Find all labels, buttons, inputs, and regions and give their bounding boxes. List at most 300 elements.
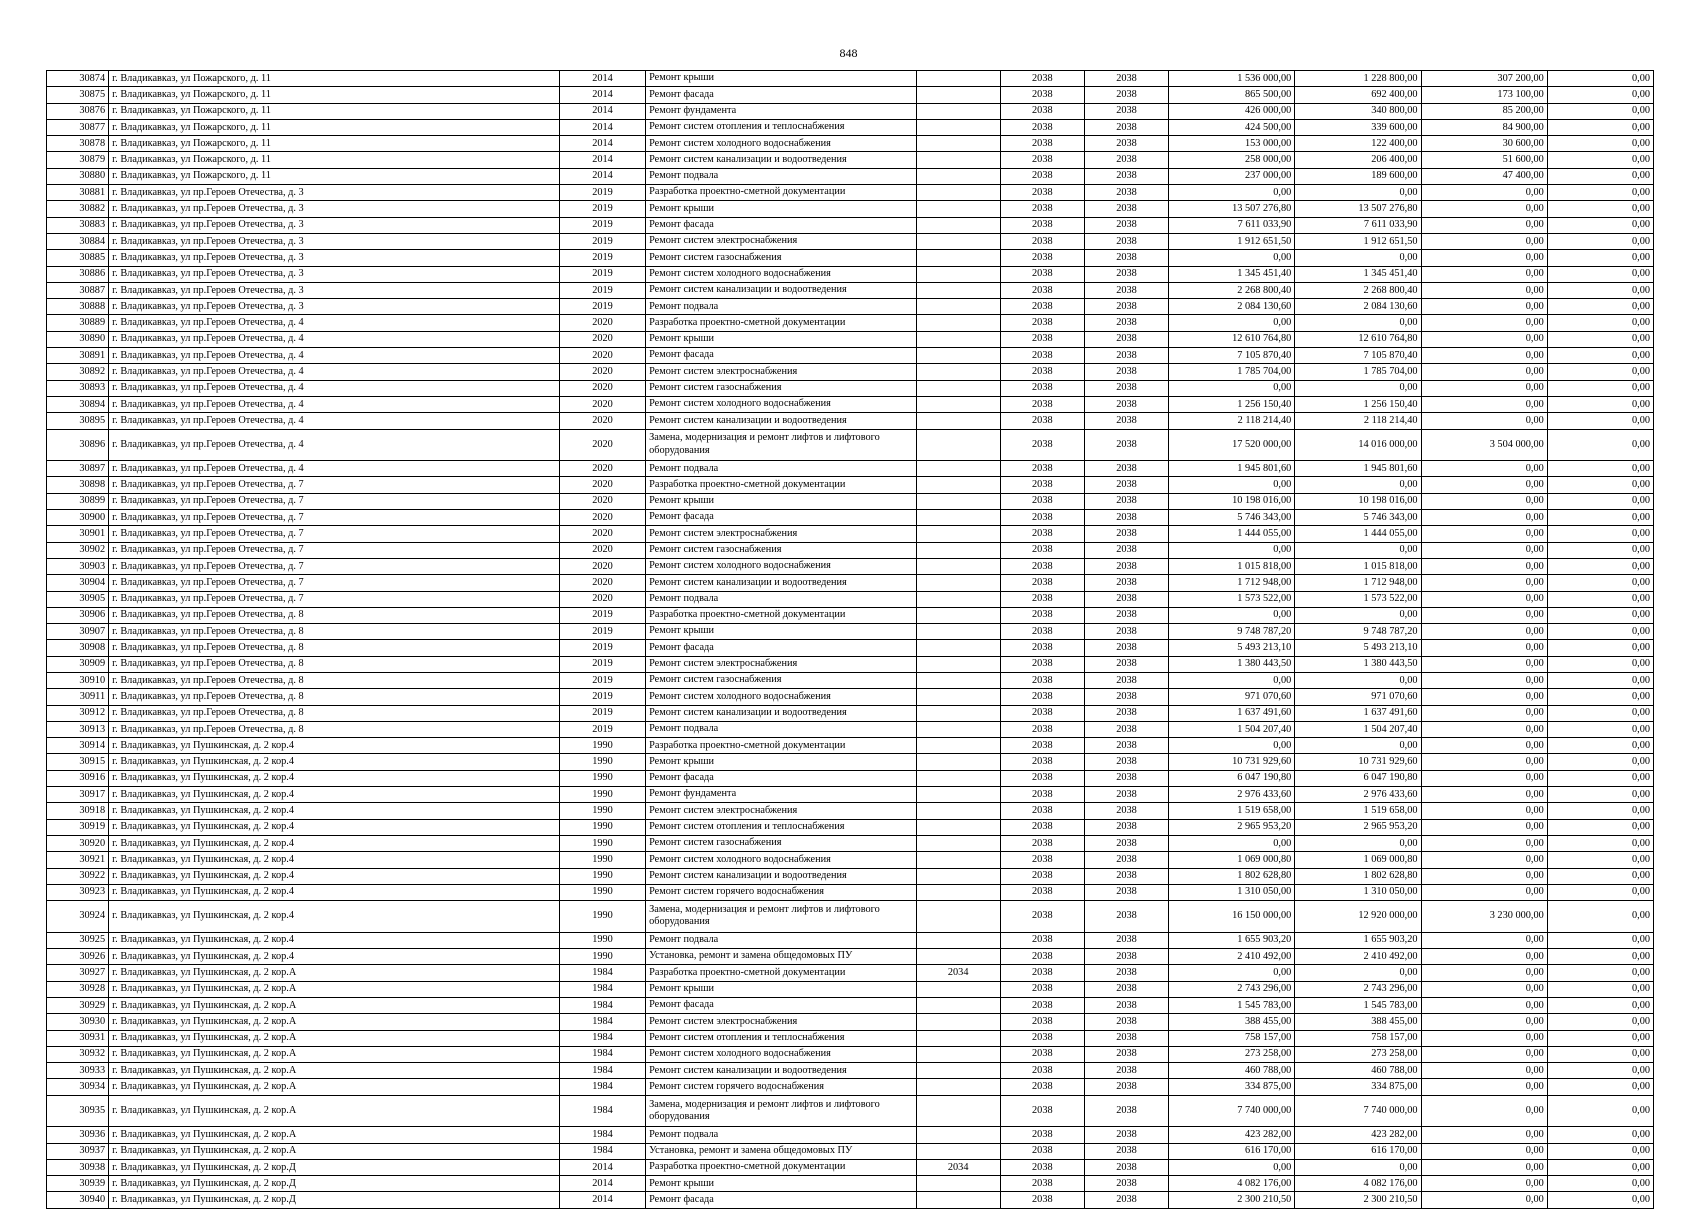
table-row xyxy=(47,380,1654,396)
address-cell: г. Владикавказ, ул Пушкинская, д. 2 кор.А xyxy=(109,1046,560,1062)
reserve-cell: 0,00 xyxy=(1547,1046,1653,1062)
address-cell: г. Владикавказ, ул пр.Героев Отечества, д. 7 xyxy=(109,558,560,574)
address-cell: г. Владикавказ, ул пр.Героев Отечества, д. 4 xyxy=(109,380,560,396)
reserve-cell: 0,00 xyxy=(1547,217,1653,233)
year-built-cell: 1990 xyxy=(559,787,645,803)
other-cost-cell: 0,00 xyxy=(1421,705,1547,721)
table-row xyxy=(47,607,1654,623)
plan-year-end-cell: 2038 xyxy=(1084,624,1168,640)
reserve-cell: 0,00 xyxy=(1547,1159,1653,1175)
address-cell: г. Владикавказ, ул пр.Героев Отечества, д. 4 xyxy=(109,331,560,347)
work-type-cell: Ремонт подвала xyxy=(646,168,917,184)
extra-year-cell xyxy=(916,640,1000,656)
work-type-cell: Ремонт систем газоснабжения xyxy=(646,542,917,558)
plan-year-end-cell: 2038 xyxy=(1084,1046,1168,1062)
plan-year-start-cell: 2038 xyxy=(1000,413,1084,429)
year-built-cell: 2020 xyxy=(559,315,645,331)
work-type-cell: Замена, модернизация и ремонт лифтов и лифтового оборудования xyxy=(646,901,917,933)
year-built-cell: 1990 xyxy=(559,738,645,754)
plan-year-start-cell: 2038 xyxy=(1000,103,1084,119)
row-number: 30924 xyxy=(47,901,109,933)
other-cost-cell: 0,00 xyxy=(1421,1176,1547,1192)
plan-year-start-cell: 2038 xyxy=(1000,266,1084,282)
table-row xyxy=(47,754,1654,770)
year-built-cell: 1984 xyxy=(559,965,645,981)
fund-cost-cell: 1 545 783,00 xyxy=(1295,997,1421,1013)
reserve-cell: 0,00 xyxy=(1547,705,1653,721)
plan-year-start-cell: 2038 xyxy=(1000,721,1084,737)
fund-cost-cell: 0,00 xyxy=(1295,607,1421,623)
plan-year-start-cell: 2038 xyxy=(1000,1143,1084,1159)
fund-cost-cell: 460 788,00 xyxy=(1295,1063,1421,1079)
other-cost-cell: 0,00 xyxy=(1421,201,1547,217)
row-number: 30895 xyxy=(47,413,109,429)
other-cost-cell: 0,00 xyxy=(1421,981,1547,997)
year-built-cell: 1990 xyxy=(559,819,645,835)
row-number: 30926 xyxy=(47,949,109,965)
fund-cost-cell: 0,00 xyxy=(1295,542,1421,558)
work-type-cell: Ремонт систем холодного водоснабжения xyxy=(646,266,917,282)
year-built-cell: 2014 xyxy=(559,103,645,119)
extra-year-cell xyxy=(916,835,1000,851)
address-cell: г. Владикавказ, ул пр.Героев Отечества, д. 7 xyxy=(109,510,560,526)
plan-year-end-cell: 2038 xyxy=(1084,152,1168,168)
extra-year-cell xyxy=(916,803,1000,819)
total-cost-cell: 1 536 000,00 xyxy=(1169,71,1295,87)
plan-year-start-cell: 2038 xyxy=(1000,640,1084,656)
year-built-cell: 1990 xyxy=(559,949,645,965)
fund-cost-cell: 7 740 000,00 xyxy=(1295,1095,1421,1127)
year-built-cell: 2014 xyxy=(559,152,645,168)
fund-cost-cell: 0,00 xyxy=(1295,185,1421,201)
work-type-cell: Ремонт крыши xyxy=(646,754,917,770)
reserve-cell: 0,00 xyxy=(1547,624,1653,640)
table-row xyxy=(47,803,1654,819)
total-cost-cell: 388 455,00 xyxy=(1169,1014,1295,1030)
reserve-cell: 0,00 xyxy=(1547,185,1653,201)
address-cell: г. Владикавказ, ул Пушкинская, д. 2 кор.4 xyxy=(109,770,560,786)
other-cost-cell: 0,00 xyxy=(1421,477,1547,493)
year-built-cell: 2020 xyxy=(559,493,645,509)
table-row xyxy=(47,348,1654,364)
reserve-cell: 0,00 xyxy=(1547,656,1653,672)
table-row xyxy=(47,705,1654,721)
address-cell: г. Владикавказ, ул Пушкинская, д. 2 кор.4 xyxy=(109,835,560,851)
plan-year-end-cell: 2038 xyxy=(1084,884,1168,900)
address-cell: г. Владикавказ, ул пр.Героев Отечества, д. 4 xyxy=(109,315,560,331)
total-cost-cell: 4 082 176,00 xyxy=(1169,1176,1295,1192)
row-number: 30879 xyxy=(47,152,109,168)
year-built-cell: 1990 xyxy=(559,868,645,884)
row-number: 30877 xyxy=(47,119,109,135)
work-type-cell: Ремонт подвала xyxy=(646,1127,917,1143)
row-number: 30874 xyxy=(47,71,109,87)
work-type-cell: Ремонт систем электроснабжения xyxy=(646,364,917,380)
plan-year-end-cell: 2038 xyxy=(1084,901,1168,933)
row-number: 30899 xyxy=(47,493,109,509)
year-built-cell: 2019 xyxy=(559,672,645,688)
total-cost-cell: 1 802 628,80 xyxy=(1169,868,1295,884)
table-row xyxy=(47,1176,1654,1192)
year-built-cell: 2020 xyxy=(559,364,645,380)
plan-year-end-cell: 2038 xyxy=(1084,558,1168,574)
other-cost-cell: 0,00 xyxy=(1421,461,1547,477)
extra-year-cell xyxy=(916,591,1000,607)
address-cell: г. Владикавказ, ул Пушкинская, д. 2 кор.Д xyxy=(109,1159,560,1175)
fund-cost-cell: 758 157,00 xyxy=(1295,1030,1421,1046)
fund-cost-cell: 1 712 948,00 xyxy=(1295,575,1421,591)
work-type-cell: Ремонт систем канализации и водоотведения xyxy=(646,413,917,429)
other-cost-cell: 0,00 xyxy=(1421,672,1547,688)
row-number: 30923 xyxy=(47,884,109,900)
extra-year-cell xyxy=(916,852,1000,868)
reserve-cell: 0,00 xyxy=(1547,348,1653,364)
total-cost-cell: 17 520 000,00 xyxy=(1169,429,1295,461)
address-cell: г. Владикавказ, ул Пушкинская, д. 2 кор.4 xyxy=(109,787,560,803)
repair-registry-table xyxy=(46,70,1654,1209)
fund-cost-cell: 206 400,00 xyxy=(1295,152,1421,168)
work-type-cell: Ремонт подвала xyxy=(646,299,917,315)
other-cost-cell: 0,00 xyxy=(1421,721,1547,737)
plan-year-end-cell: 2038 xyxy=(1084,949,1168,965)
table-row xyxy=(47,575,1654,591)
other-cost-cell: 3 230 000,00 xyxy=(1421,901,1547,933)
total-cost-cell: 16 150 000,00 xyxy=(1169,901,1295,933)
work-type-cell: Ремонт систем холодного водоснабжения xyxy=(646,136,917,152)
plan-year-start-cell: 2038 xyxy=(1000,1046,1084,1062)
year-built-cell: 2014 xyxy=(559,119,645,135)
table-row xyxy=(47,852,1654,868)
total-cost-cell: 0,00 xyxy=(1169,672,1295,688)
extra-year-cell xyxy=(916,624,1000,640)
extra-year-cell xyxy=(916,364,1000,380)
plan-year-start-cell: 2038 xyxy=(1000,185,1084,201)
other-cost-cell: 0,00 xyxy=(1421,932,1547,948)
address-cell: г. Владикавказ, ул пр.Героев Отечества, д. 4 xyxy=(109,364,560,380)
extra-year-cell xyxy=(916,705,1000,721)
fund-cost-cell: 1 228 800,00 xyxy=(1295,71,1421,87)
address-cell: г. Владикавказ, ул Пожарского, д. 11 xyxy=(109,168,560,184)
year-built-cell: 2020 xyxy=(559,526,645,542)
table-row xyxy=(47,250,1654,266)
row-number: 30901 xyxy=(47,526,109,542)
other-cost-cell: 0,00 xyxy=(1421,266,1547,282)
total-cost-cell: 0,00 xyxy=(1169,250,1295,266)
extra-year-cell xyxy=(916,607,1000,623)
fund-cost-cell: 0,00 xyxy=(1295,1159,1421,1175)
plan-year-start-cell: 2038 xyxy=(1000,1095,1084,1127)
plan-year-start-cell: 2038 xyxy=(1000,835,1084,851)
row-number: 30930 xyxy=(47,1014,109,1030)
address-cell: г. Владикавказ, ул Пушкинская, д. 2 кор.А xyxy=(109,1014,560,1030)
address-cell: г. Владикавказ, ул Пушкинская, д. 2 кор.4 xyxy=(109,868,560,884)
table-row xyxy=(47,819,1654,835)
work-type-cell: Ремонт подвала xyxy=(646,721,917,737)
total-cost-cell: 1 785 704,00 xyxy=(1169,364,1295,380)
fund-cost-cell: 4 082 176,00 xyxy=(1295,1176,1421,1192)
address-cell: г. Владикавказ, ул пр.Героев Отечества, д. 7 xyxy=(109,542,560,558)
other-cost-cell: 0,00 xyxy=(1421,949,1547,965)
table-row xyxy=(47,981,1654,997)
table-row xyxy=(47,672,1654,688)
year-built-cell: 2019 xyxy=(559,233,645,249)
address-cell: г. Владикавказ, ул Пушкинская, д. 2 кор.А xyxy=(109,1063,560,1079)
reserve-cell: 0,00 xyxy=(1547,461,1653,477)
extra-year-cell xyxy=(916,429,1000,461)
fund-cost-cell: 5 493 213,10 xyxy=(1295,640,1421,656)
year-built-cell: 1990 xyxy=(559,835,645,851)
other-cost-cell: 0,00 xyxy=(1421,689,1547,705)
work-type-cell: Ремонт крыши xyxy=(646,624,917,640)
total-cost-cell: 5 746 343,00 xyxy=(1169,510,1295,526)
year-built-cell: 2019 xyxy=(559,607,645,623)
work-type-cell: Ремонт систем канализации и водоотведения xyxy=(646,868,917,884)
row-number: 30893 xyxy=(47,380,109,396)
total-cost-cell: 273 258,00 xyxy=(1169,1046,1295,1062)
fund-cost-cell: 971 070,60 xyxy=(1295,689,1421,705)
plan-year-end-cell: 2038 xyxy=(1084,819,1168,835)
total-cost-cell: 1 345 451,40 xyxy=(1169,266,1295,282)
extra-year-cell xyxy=(916,185,1000,201)
reserve-cell: 0,00 xyxy=(1547,396,1653,412)
other-cost-cell: 0,00 xyxy=(1421,1143,1547,1159)
other-cost-cell: 307 200,00 xyxy=(1421,71,1547,87)
total-cost-cell: 0,00 xyxy=(1169,542,1295,558)
table-row xyxy=(47,721,1654,737)
work-type-cell: Разработка проектно-сметной документации xyxy=(646,315,917,331)
plan-year-start-cell: 2038 xyxy=(1000,591,1084,607)
plan-year-end-cell: 2038 xyxy=(1084,87,1168,103)
reserve-cell: 0,00 xyxy=(1547,949,1653,965)
reserve-cell: 0,00 xyxy=(1547,787,1653,803)
address-cell: г. Владикавказ, ул пр.Героев Отечества, д. 4 xyxy=(109,429,560,461)
year-built-cell: 2020 xyxy=(559,348,645,364)
work-type-cell: Ремонт подвала xyxy=(646,461,917,477)
row-number: 30888 xyxy=(47,299,109,315)
table-row xyxy=(47,119,1654,135)
row-number: 30906 xyxy=(47,607,109,623)
other-cost-cell: 0,00 xyxy=(1421,526,1547,542)
other-cost-cell: 0,00 xyxy=(1421,558,1547,574)
year-built-cell: 2019 xyxy=(559,266,645,282)
extra-year-cell xyxy=(916,266,1000,282)
plan-year-start-cell: 2038 xyxy=(1000,901,1084,933)
row-number: 30908 xyxy=(47,640,109,656)
fund-cost-cell: 1 345 451,40 xyxy=(1295,266,1421,282)
reserve-cell: 0,00 xyxy=(1547,526,1653,542)
other-cost-cell: 0,00 xyxy=(1421,331,1547,347)
total-cost-cell: 2 118 214,40 xyxy=(1169,413,1295,429)
address-cell: г. Владикавказ, ул пр.Героев Отечества, д. 7 xyxy=(109,526,560,542)
fund-cost-cell: 339 600,00 xyxy=(1295,119,1421,135)
total-cost-cell: 0,00 xyxy=(1169,738,1295,754)
plan-year-end-cell: 2038 xyxy=(1084,705,1168,721)
row-number: 30904 xyxy=(47,575,109,591)
plan-year-end-cell: 2038 xyxy=(1084,364,1168,380)
reserve-cell: 0,00 xyxy=(1547,119,1653,135)
work-type-cell: Разработка проектно-сметной документации xyxy=(646,607,917,623)
reserve-cell: 0,00 xyxy=(1547,1030,1653,1046)
year-built-cell: 2019 xyxy=(559,185,645,201)
other-cost-cell: 0,00 xyxy=(1421,1159,1547,1175)
work-type-cell: Установка, ремонт и замена общедомовых ПУ xyxy=(646,949,917,965)
plan-year-end-cell: 2038 xyxy=(1084,348,1168,364)
reserve-cell: 0,00 xyxy=(1547,201,1653,217)
row-number: 30933 xyxy=(47,1063,109,1079)
other-cost-cell: 0,00 xyxy=(1421,364,1547,380)
extra-year-cell xyxy=(916,152,1000,168)
plan-year-end-cell: 2038 xyxy=(1084,640,1168,656)
row-number: 30940 xyxy=(47,1192,109,1208)
fund-cost-cell: 1 310 050,00 xyxy=(1295,884,1421,900)
row-number: 30909 xyxy=(47,656,109,672)
plan-year-end-cell: 2038 xyxy=(1084,413,1168,429)
total-cost-cell: 1 519 658,00 xyxy=(1169,803,1295,819)
work-type-cell: Ремонт систем отопления и теплоснабжения xyxy=(646,819,917,835)
total-cost-cell: 1 444 055,00 xyxy=(1169,526,1295,542)
row-number: 30912 xyxy=(47,705,109,721)
year-built-cell: 2019 xyxy=(559,250,645,266)
other-cost-cell: 0,00 xyxy=(1421,413,1547,429)
plan-year-start-cell: 2038 xyxy=(1000,233,1084,249)
plan-year-end-cell: 2038 xyxy=(1084,932,1168,948)
plan-year-start-cell: 2038 xyxy=(1000,364,1084,380)
table-row xyxy=(47,1030,1654,1046)
work-type-cell: Разработка проектно-сметной документации xyxy=(646,1159,917,1175)
fund-cost-cell: 6 047 190,80 xyxy=(1295,770,1421,786)
address-cell: г. Владикавказ, ул пр.Героев Отечества, д. 3 xyxy=(109,282,560,298)
total-cost-cell: 1 912 651,50 xyxy=(1169,233,1295,249)
row-number: 30914 xyxy=(47,738,109,754)
reserve-cell: 0,00 xyxy=(1547,1127,1653,1143)
row-number: 30880 xyxy=(47,168,109,184)
row-number: 30884 xyxy=(47,233,109,249)
plan-year-end-cell: 2038 xyxy=(1084,672,1168,688)
extra-year-cell xyxy=(916,997,1000,1013)
row-number: 30918 xyxy=(47,803,109,819)
work-type-cell: Установка, ремонт и замена общедомовых ПУ xyxy=(646,1143,917,1159)
total-cost-cell: 1 069 000,80 xyxy=(1169,852,1295,868)
reserve-cell: 0,00 xyxy=(1547,477,1653,493)
total-cost-cell: 2 300 210,50 xyxy=(1169,1192,1295,1208)
row-number: 30913 xyxy=(47,721,109,737)
work-type-cell: Ремонт крыши xyxy=(646,201,917,217)
other-cost-cell: 0,00 xyxy=(1421,1046,1547,1062)
plan-year-end-cell: 2038 xyxy=(1084,217,1168,233)
reserve-cell: 0,00 xyxy=(1547,315,1653,331)
row-number: 30910 xyxy=(47,672,109,688)
extra-year-cell xyxy=(916,87,1000,103)
other-cost-cell: 0,00 xyxy=(1421,1063,1547,1079)
extra-year-cell xyxy=(916,380,1000,396)
plan-year-start-cell: 2038 xyxy=(1000,1030,1084,1046)
reserve-cell: 0,00 xyxy=(1547,689,1653,705)
row-number: 30929 xyxy=(47,997,109,1013)
reserve-cell: 0,00 xyxy=(1547,299,1653,315)
plan-year-end-cell: 2038 xyxy=(1084,71,1168,87)
table-row xyxy=(47,185,1654,201)
row-number: 30925 xyxy=(47,932,109,948)
extra-year-cell xyxy=(916,754,1000,770)
year-built-cell: 2019 xyxy=(559,201,645,217)
work-type-cell: Ремонт фасада xyxy=(646,1192,917,1208)
row-number: 30936 xyxy=(47,1127,109,1143)
year-built-cell: 1984 xyxy=(559,1014,645,1030)
plan-year-end-cell: 2038 xyxy=(1084,607,1168,623)
work-type-cell: Ремонт систем канализации и водоотведения xyxy=(646,282,917,298)
table-row xyxy=(47,1046,1654,1062)
fund-cost-cell: 2 268 800,40 xyxy=(1295,282,1421,298)
extra-year-cell xyxy=(916,656,1000,672)
year-built-cell: 2019 xyxy=(559,689,645,705)
total-cost-cell: 0,00 xyxy=(1169,477,1295,493)
address-cell: г. Владикавказ, ул Пушкинская, д. 2 кор.4 xyxy=(109,738,560,754)
address-cell: г. Владикавказ, ул Пушкинская, д. 2 кор.А xyxy=(109,1079,560,1095)
other-cost-cell: 173 100,00 xyxy=(1421,87,1547,103)
plan-year-start-cell: 2038 xyxy=(1000,852,1084,868)
other-cost-cell: 47 400,00 xyxy=(1421,168,1547,184)
extra-year-cell xyxy=(916,689,1000,705)
reserve-cell: 0,00 xyxy=(1547,266,1653,282)
plan-year-start-cell: 2038 xyxy=(1000,803,1084,819)
fund-cost-cell: 2 965 953,20 xyxy=(1295,819,1421,835)
extra-year-cell xyxy=(916,1176,1000,1192)
fund-cost-cell: 13 507 276,80 xyxy=(1295,201,1421,217)
fund-cost-cell: 1 504 207,40 xyxy=(1295,721,1421,737)
total-cost-cell: 460 788,00 xyxy=(1169,1063,1295,1079)
work-type-cell: Ремонт фундамента xyxy=(646,103,917,119)
address-cell: г. Владикавказ, ул Пушкинская, д. 2 кор.А xyxy=(109,1095,560,1127)
reserve-cell: 0,00 xyxy=(1547,965,1653,981)
fund-cost-cell: 1 912 651,50 xyxy=(1295,233,1421,249)
address-cell: г. Владикавказ, ул Пушкинская, д. 2 кор.А xyxy=(109,1030,560,1046)
work-type-cell: Ремонт систем горячего водоснабжения xyxy=(646,1079,917,1095)
total-cost-cell: 5 493 213,10 xyxy=(1169,640,1295,656)
table-row xyxy=(47,965,1654,981)
address-cell: г. Владикавказ, ул Пожарского, д. 11 xyxy=(109,119,560,135)
plan-year-end-cell: 2038 xyxy=(1084,575,1168,591)
table-body xyxy=(47,71,1654,1209)
total-cost-cell: 971 070,60 xyxy=(1169,689,1295,705)
extra-year-cell xyxy=(916,493,1000,509)
year-built-cell: 1984 xyxy=(559,1095,645,1127)
reserve-cell: 0,00 xyxy=(1547,901,1653,933)
plan-year-end-cell: 2038 xyxy=(1084,656,1168,672)
extra-year-cell xyxy=(916,1127,1000,1143)
plan-year-start-cell: 2038 xyxy=(1000,1079,1084,1095)
total-cost-cell: 424 500,00 xyxy=(1169,119,1295,135)
year-built-cell: 2020 xyxy=(559,380,645,396)
work-type-cell: Ремонт фасада xyxy=(646,217,917,233)
other-cost-cell: 0,00 xyxy=(1421,884,1547,900)
total-cost-cell: 865 500,00 xyxy=(1169,87,1295,103)
plan-year-start-cell: 2038 xyxy=(1000,1063,1084,1079)
plan-year-end-cell: 2038 xyxy=(1084,233,1168,249)
fund-cost-cell: 340 800,00 xyxy=(1295,103,1421,119)
year-built-cell: 2019 xyxy=(559,640,645,656)
total-cost-cell: 10 198 016,00 xyxy=(1169,493,1295,509)
total-cost-cell: 2 965 953,20 xyxy=(1169,819,1295,835)
work-type-cell: Ремонт фасада xyxy=(646,87,917,103)
plan-year-start-cell: 2038 xyxy=(1000,932,1084,948)
work-type-cell: Ремонт крыши xyxy=(646,71,917,87)
other-cost-cell: 30 600,00 xyxy=(1421,136,1547,152)
table-row xyxy=(47,413,1654,429)
fund-cost-cell: 0,00 xyxy=(1295,250,1421,266)
row-number: 30939 xyxy=(47,1176,109,1192)
other-cost-cell: 3 504 000,00 xyxy=(1421,429,1547,461)
fund-cost-cell: 5 746 343,00 xyxy=(1295,510,1421,526)
